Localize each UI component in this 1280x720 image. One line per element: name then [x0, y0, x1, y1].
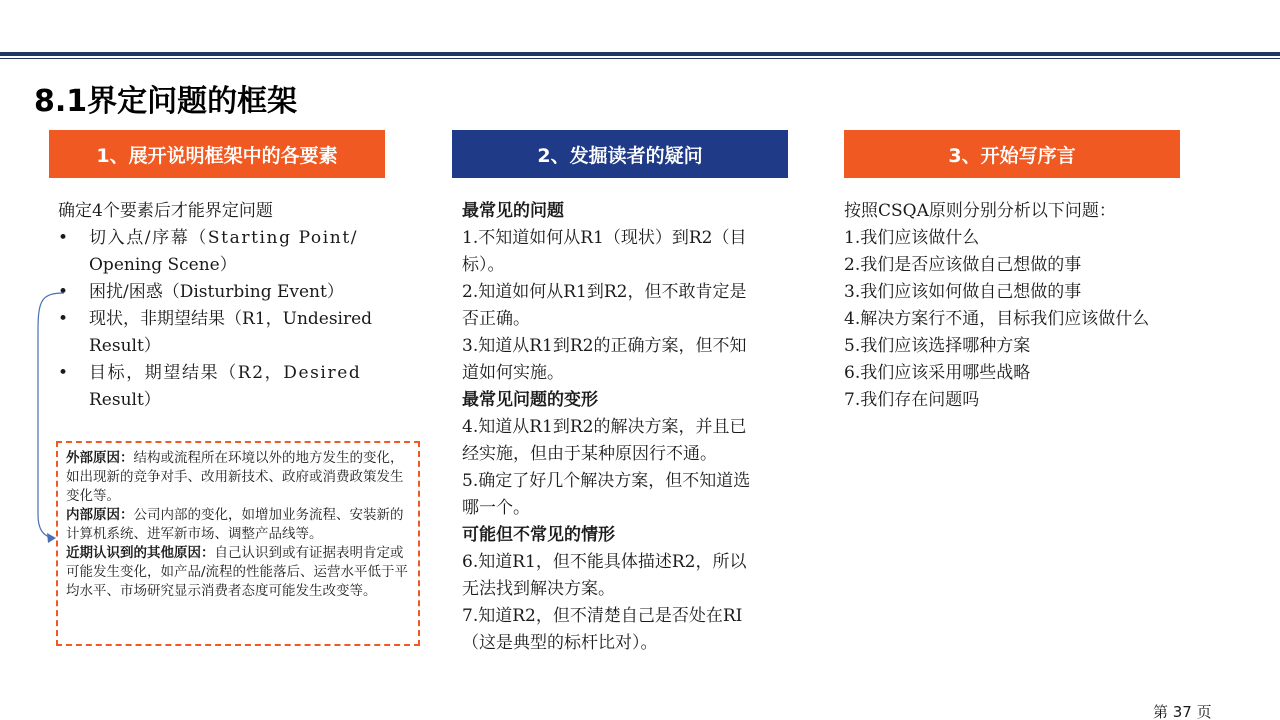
- column-elements: [58, 198, 388, 414]
- header-preface: 3、开始写序言: [844, 130, 1180, 178]
- reason-text: 结构或流程所在环境以外的地方发生的变化，如出现新的竞争对手、改用新技术、政府或消费政策发生变化等。: [66, 450, 404, 504]
- column-preface: [844, 198, 1204, 414]
- question-line: 6.知道R1，但不能具体描述R2，所以: [462, 552, 747, 572]
- preface-question: 1.我们应该做什么: [844, 228, 980, 248]
- question-line: （这是典型的标杆比对）。: [462, 633, 658, 653]
- question-line: 1.不知道如何从R1（现状）到R2（目: [462, 228, 747, 248]
- bullet-line: Opening Scene）: [89, 255, 237, 275]
- reason-text: 公司内部的变化，如增加业务流程、安装新的计算机系统、进军新市场、调整产品线等。: [66, 507, 404, 542]
- bullet-line: Result）: [89, 336, 161, 356]
- question-line: 3.知道从R1到R2的正确方案，但不知: [462, 336, 747, 356]
- header-elements: 1、展开说明框架中的各要素: [49, 130, 385, 178]
- bullet-line: 困扰/困惑（Disturbing Event）: [89, 282, 344, 302]
- bullet-dot: •: [58, 363, 69, 383]
- page-title: 8.1界定问题的框架: [34, 84, 298, 119]
- reason-internal: [66, 506, 410, 544]
- bullet-line: 目标，期望结果（R2，Desired: [89, 363, 362, 383]
- question-line: 2.知道如何从R1到R2，但不敢肯定是: [462, 282, 747, 302]
- preface-intro: 按照CSQA原则分别分析以下问题：: [844, 201, 1116, 221]
- reason-key: 近期认识到的其他原因：: [66, 545, 215, 561]
- section-heading: 可能但不常见的情形: [462, 525, 615, 545]
- bullet-line: Result）: [89, 390, 161, 410]
- reason-key: 外部原因：: [66, 450, 134, 466]
- preface-question: 6.我们应该采用哪些战略: [844, 363, 1031, 383]
- section-heading: 最常见的问题: [462, 201, 564, 221]
- question-line: 道如何实施。: [462, 363, 564, 383]
- preface-question: 5.我们应该选择哪种方案: [844, 336, 1031, 356]
- question-line: 无法找到解决方案。: [462, 579, 615, 599]
- reason-text: 自己认识到或有证据表明肯定或可能发生变化，如产品/流程的性能落后、运营水平低于平均水平、市场研究显示消费者态度可能发生改变等。: [66, 545, 409, 599]
- question-line: 否正确。: [462, 309, 530, 329]
- question-line: 标）。: [462, 255, 505, 275]
- reason-recent: [66, 544, 410, 601]
- preface-question: 3.我们应该如何做自己想做的事: [844, 282, 1082, 302]
- question-line: 4.知道从R1到R2的解决方案，并且已: [462, 417, 747, 437]
- page-number: 第 37 页: [1153, 703, 1212, 720]
- reason-external: [66, 449, 410, 506]
- question-line: 经实施，但由于某种原因行不通。: [462, 444, 717, 464]
- bullet-item: [58, 306, 388, 360]
- bullet-line: 切入点/序幕（Starting Point/: [89, 228, 359, 248]
- column-reader-questions: [462, 198, 792, 657]
- section-heading: 最常见问题的变形: [462, 390, 598, 410]
- bullet-dot: •: [58, 228, 69, 248]
- intro-text: 确定4个要素后才能界定问题: [58, 201, 273, 221]
- question-line: 哪一个。: [462, 498, 530, 518]
- reasons-box: [56, 441, 420, 646]
- top-rule-thin: [0, 58, 1280, 59]
- bullet-item: [58, 360, 388, 414]
- bullet-item: [58, 225, 388, 279]
- bullet-dot: •: [58, 309, 69, 329]
- question-line: 5.确定了好几个解决方案，但不知道选: [462, 471, 751, 491]
- question-line: 7.知道R2，但不清楚自己是否处在RI: [462, 606, 743, 626]
- header-reader-questions: 2、发掘读者的疑问: [452, 130, 788, 178]
- preface-question: 2.我们是否应该做自己想做的事: [844, 255, 1082, 275]
- preface-question: 4.解决方案行不通，目标我们应该做什么: [844, 309, 1150, 329]
- bullet-item: [58, 279, 388, 306]
- bullet-dot: •: [58, 282, 69, 302]
- reason-key: 内部原因：: [66, 507, 134, 523]
- preface-question: 7.我们存在问题吗: [844, 390, 980, 410]
- top-rule: [0, 52, 1280, 56]
- bullet-line: 现状，非期望结果（R1，Undesired: [89, 309, 373, 329]
